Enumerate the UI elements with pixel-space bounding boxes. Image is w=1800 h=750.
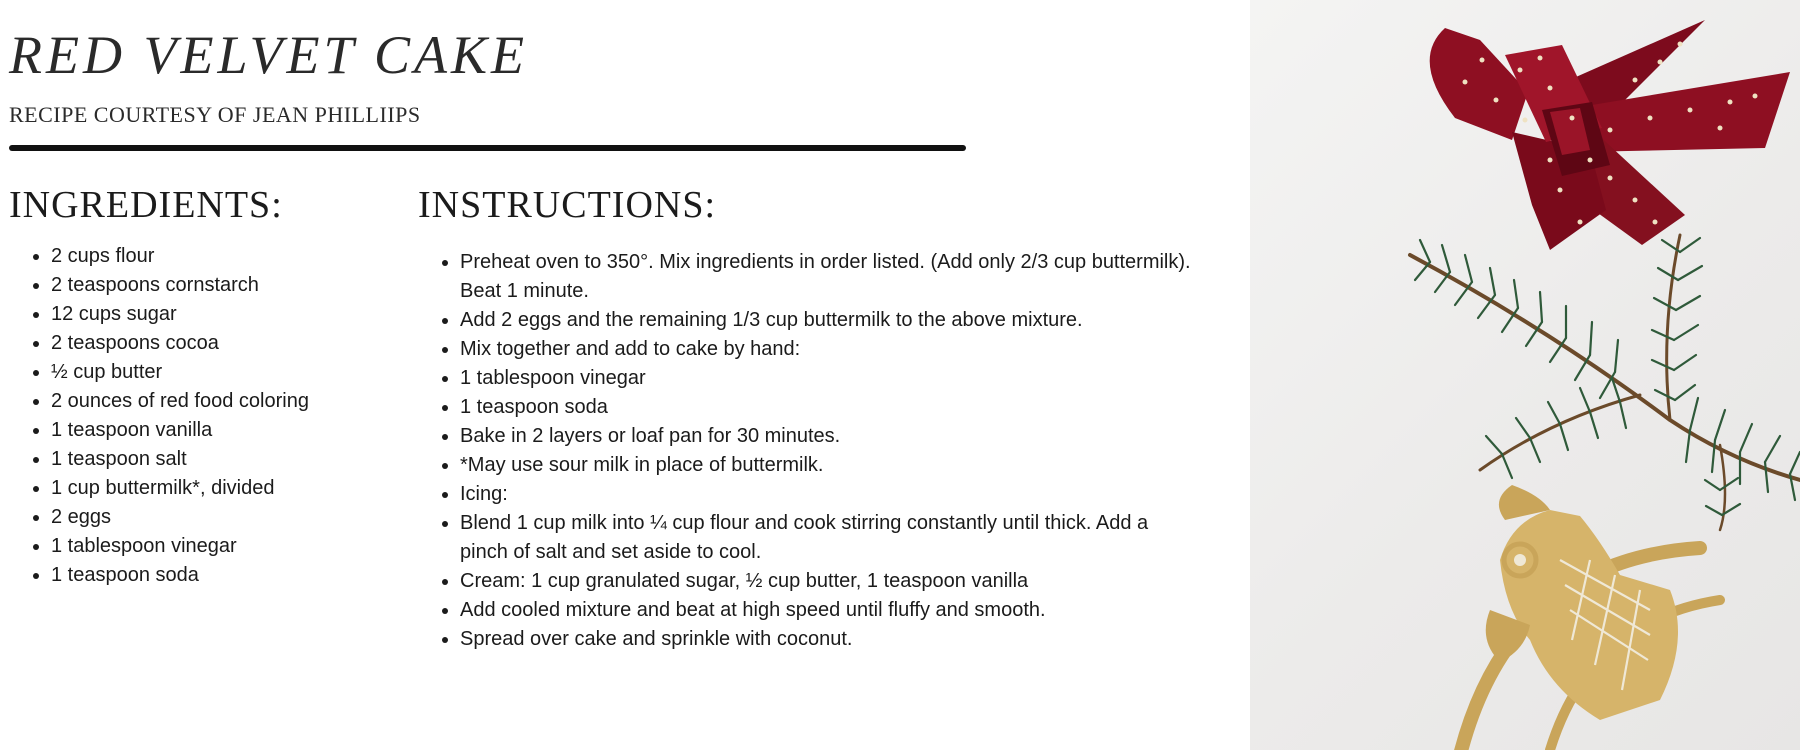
ingredient-item: • 1 tablespoon vinegar xyxy=(51,532,431,561)
ingredient-item: • 12 cups sugar xyxy=(51,300,431,329)
velvet-bow-icon xyxy=(1430,20,1790,250)
instruction-step: • *May use sour milk in place of buttermilk. xyxy=(460,451,1200,480)
instruction-step: • Preheat oven to 350°. Mix ingredients in order listed. (Add only 2/3 cup buttermilk). Beat 1 minute. xyxy=(460,248,1200,306)
ingredient-item: • 1 cup buttermilk*, divided xyxy=(51,474,431,503)
instruction-step: • Blend 1 cup milk into ¼ cup flour and cook stirring constantly until thick. Add a pinch of salt and set aside to cool. xyxy=(460,509,1200,567)
instruction-step: • 1 teaspoon soda xyxy=(460,393,1200,422)
ingredient-item: • 1 teaspoon salt xyxy=(51,445,431,474)
ingredients-heading: INGREDIENTS: xyxy=(9,184,283,226)
ingredients-list xyxy=(9,242,431,590)
rocking-horse-ornament-icon xyxy=(1460,485,1720,750)
instruction-step: • Add 2 eggs and the remaining 1/3 cup buttermilk to the above mixture. xyxy=(460,306,1200,335)
page-title: RED VELVET CAKE xyxy=(9,25,528,85)
ingredient-item: • 2 teaspoons cocoa xyxy=(51,329,431,358)
instruction-step: • Cream: 1 cup granulated sugar, ½ cup butter, 1 teaspoon vanilla xyxy=(460,567,1200,596)
ingredient-item: • ½ cup butter xyxy=(51,358,431,387)
decorative-photo xyxy=(1250,0,1800,750)
ingredient-item: • 2 cups flour xyxy=(51,242,431,271)
ingredient-item: • 1 teaspoon vanilla xyxy=(51,416,431,445)
ingredient-item: • 2 teaspoons cornstarch xyxy=(51,271,431,300)
title-divider xyxy=(9,145,966,151)
instructions-list xyxy=(418,248,1200,654)
ingredient-item: • 2 ounces of red food coloring xyxy=(51,387,431,416)
pine-branch-icon xyxy=(1410,235,1800,530)
ingredient-item: • 2 eggs xyxy=(51,503,431,532)
holiday-decor-illustration xyxy=(1250,0,1800,750)
instruction-step: • Mix together and add to cake by hand: xyxy=(460,335,1200,364)
instruction-step: • Spread over cake and sprinkle with coconut. xyxy=(460,625,1200,654)
instruction-step: • 1 tablespoon vinegar xyxy=(460,364,1200,393)
instruction-step: • Bake in 2 layers or loaf pan for 30 minutes. xyxy=(460,422,1200,451)
recipe-credit: RECIPE COURTESY OF JEAN PHILLIIPS xyxy=(9,102,421,127)
instructions-heading: INSTRUCTIONS: xyxy=(418,184,717,226)
instruction-step: • Icing: xyxy=(460,480,1200,509)
instruction-step: • Add cooled mixture and beat at high speed until fluffy and smooth. xyxy=(460,596,1200,625)
ingredient-item: • 1 teaspoon soda xyxy=(51,561,431,590)
